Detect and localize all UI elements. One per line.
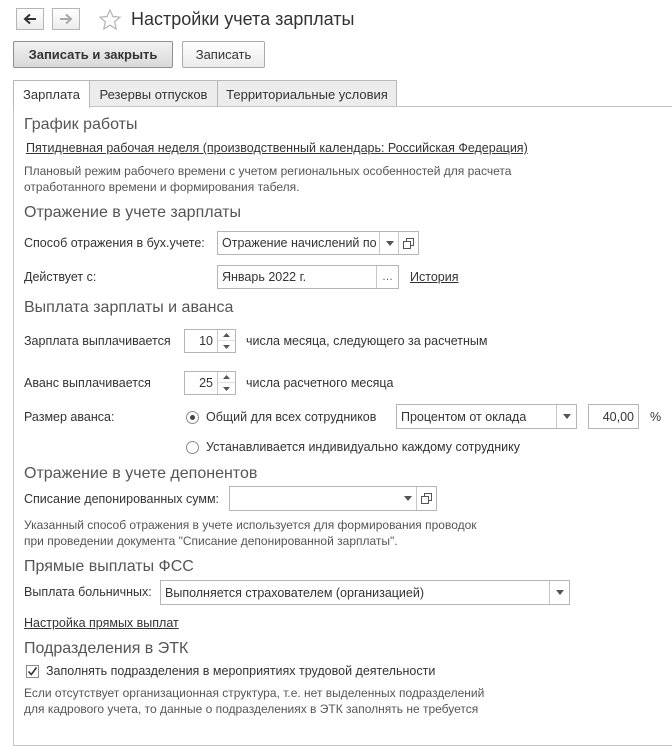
section-payment: Выплата зарплаты и аванса <box>24 299 234 316</box>
favorite-star-icon[interactable] <box>98 8 122 35</box>
sick-pay-select[interactable] <box>160 580 570 605</box>
stepper-arrows[interactable] <box>217 372 235 394</box>
save-and-close-button[interactable]: Записать и закрыть <box>13 41 173 68</box>
dropdown-arrow-icon[interactable] <box>556 405 576 428</box>
radio-common-advance[interactable] <box>186 411 199 424</box>
valid-from-field[interactable] <box>217 265 399 289</box>
open-form-icon[interactable] <box>398 232 418 254</box>
arrow-right-icon <box>59 13 73 25</box>
radio-individual-advance[interactable] <box>186 441 199 454</box>
salary-day-value: 10 <box>199 334 213 348</box>
accounting-method-field[interactable] <box>217 231 419 255</box>
select-period-icon[interactable]: … <box>376 266 398 288</box>
etk-note-line2: для кадрового учета, то данные о подразделениях в ЭТК заполнять не требуется <box>24 702 479 716</box>
etk-note-line1: Если отсутствует организационная структура, т.е. нет выделенных подразделений <box>24 686 485 700</box>
advance-day-stepper[interactable] <box>184 371 236 395</box>
dropdown-arrow-icon[interactable] <box>398 487 417 510</box>
radio-individual-advance-label[interactable]: Устанавливается индивидуально каждому сотруднику <box>206 440 520 454</box>
stepper-up-icon[interactable] <box>218 372 235 383</box>
advance-day-value: 25 <box>199 376 213 390</box>
valid-from-label: Действует с: <box>24 270 97 284</box>
deposit-writeoff-field[interactable] <box>229 486 437 511</box>
deposit-note-line1: Указанный способ отражения в учете используется для формирования проводок <box>24 518 477 532</box>
section-schedule: График работы <box>24 116 138 133</box>
window-title: Настройки учета зарплаты <box>131 9 355 29</box>
percent-sign: % <box>650 410 662 424</box>
salary-day-label: Зарплата выплачивается <box>24 334 171 348</box>
dropdown-arrow-icon[interactable] <box>549 581 569 604</box>
sick-pay-label: Выплата больничных: <box>24 585 152 599</box>
tab-vacation-reserves[interactable]: Резервы отпусков <box>89 80 218 107</box>
tab-salary[interactable]: Зарплата <box>13 80 90 108</box>
section-etk: Подразделения в ЭТК <box>24 640 189 657</box>
deposit-writeoff-label: Списание депонированных сумм: <box>24 492 220 506</box>
schedule-note-line2: отработанного времени и формирования табеля. <box>24 180 300 194</box>
section-fss: Прямые выплаты ФСС <box>24 558 194 575</box>
advance-percent-input[interactable] <box>588 404 639 429</box>
stepper-arrows[interactable] <box>217 330 235 352</box>
schedule-note-line1: Плановый режим рабочего времени с учетом региональных особенностей для расчета <box>24 164 512 178</box>
stepper-down-icon[interactable] <box>218 383 235 394</box>
open-form-icon[interactable] <box>416 487 436 510</box>
advance-day-suffix: числа расчетного месяца <box>246 376 394 390</box>
salary-day-stepper[interactable] <box>184 329 236 353</box>
advance-method-value: Процентом от оклада <box>401 409 527 424</box>
save-button[interactable]: Записать <box>182 41 265 68</box>
etk-fill-checkbox[interactable] <box>26 665 39 678</box>
dropdown-arrow-icon[interactable] <box>379 232 399 254</box>
forward-button[interactable] <box>52 8 80 30</box>
history-link[interactable]: История <box>410 270 459 284</box>
advance-method-select[interactable] <box>396 404 577 429</box>
advance-percent-value: 40,00 <box>602 409 634 424</box>
checkmark-icon <box>27 666 38 677</box>
stepper-up-icon[interactable] <box>218 330 235 341</box>
accounting-method-value: Отражение начислений по <box>222 236 377 250</box>
section-deposit: Отражение в учете депонентов <box>24 465 258 482</box>
accounting-method-label: Способ отражения в бух.учете: <box>24 236 205 250</box>
back-button[interactable] <box>16 8 44 30</box>
radio-common-advance-label[interactable]: Общий для всех сотрудников <box>206 410 377 424</box>
sick-pay-value: Выполняется страхователем (организацией) <box>165 585 425 600</box>
stepper-down-icon[interactable] <box>218 341 235 352</box>
advance-day-label: Аванс выплачивается <box>24 376 151 390</box>
etk-fill-checkbox-label[interactable]: Заполнять подразделения в мероприятиях трудовой деятельности <box>46 664 436 678</box>
valid-from-value: Январь 2022 г. <box>222 270 307 284</box>
direct-payments-settings-link[interactable]: Настройка прямых выплат <box>24 616 179 630</box>
advance-size-label: Размер аванса: <box>24 410 115 424</box>
salary-day-suffix: числа месяца, следующего за расчетным <box>246 334 488 348</box>
work-schedule-link[interactable]: Пятидневная рабочая неделя (производственный календарь: Российская Федерация) <box>26 141 528 155</box>
section-accounting: Отражение в учете зарплаты <box>24 204 241 221</box>
arrow-left-icon <box>23 13 37 25</box>
tab-territorial-conditions[interactable]: Территориальные условия <box>217 80 397 107</box>
deposit-note-line2: при проведении документа "Списание депонированной зарплаты". <box>24 534 398 548</box>
